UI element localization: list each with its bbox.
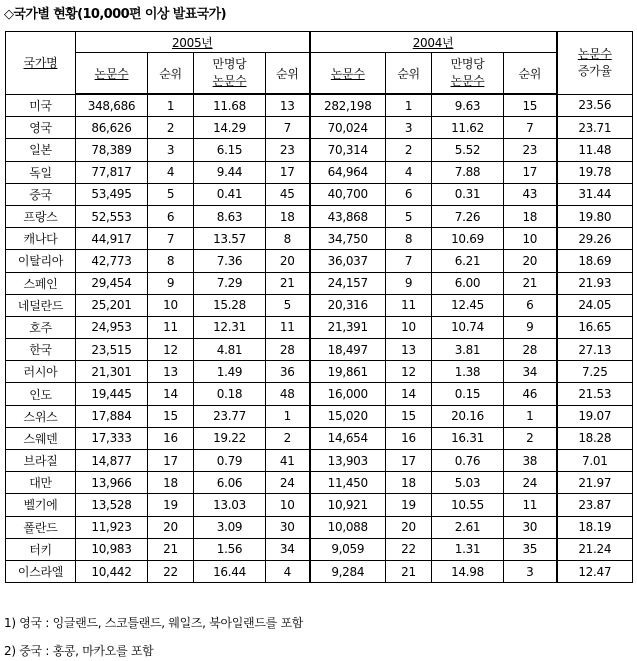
cell-papers-2004: 282,198 [310,94,386,117]
cell-papers-2005: 14,877 [76,450,148,472]
cell-per-million-2005: 1.56 [194,538,266,560]
cell-papers-2005: 52,553 [76,205,148,227]
cell-papers-2005: 13,528 [76,494,148,516]
cell-papers-2004: 70,024 [310,117,386,139]
cell-per-million-rank-2004: 24 [504,472,557,494]
cell-papers-2005: 11,923 [76,516,148,538]
cell-rank-2004: 3 [386,117,432,139]
cell-rank-2005: 6 [148,205,194,227]
cell-papers-2004: 9,059 [310,538,386,560]
cell-per-million-2004: 0.31 [432,183,504,205]
cell-growth-rate: 23.71 [557,117,633,139]
cell-country: 한국 [6,339,76,361]
cell-per-million-2005: 0.18 [194,383,266,405]
table-row [6,494,633,516]
cell-growth-rate: 19.07 [557,405,633,427]
table-row [6,450,633,472]
cell-growth-rate: 7.25 [557,361,633,383]
cell-country: 호주 [6,316,76,338]
cell-rank-2005: 4 [148,161,194,183]
cell-country: 미국 [6,94,76,117]
cell-per-million-rank-2005: 28 [266,339,310,361]
cell-rank-2004: 2 [386,139,432,161]
cell-rank-2004: 5 [386,205,432,227]
cell-rank-2004: 13 [386,339,432,361]
cell-rank-2005: 8 [148,250,194,272]
cell-papers-2004: 10,088 [310,516,386,538]
cell-per-million-rank-2004: 46 [504,383,557,405]
table-row [6,294,633,316]
table-row [6,228,633,250]
cell-rank-2004: 11 [386,294,432,316]
cell-per-million-2004: 6.21 [432,250,504,272]
cell-per-million-2005: 16.44 [194,560,266,582]
cell-papers-2005: 29,454 [76,272,148,294]
cell-papers-2005: 23,515 [76,339,148,361]
cell-growth-rate: 19.78 [557,161,633,183]
cell-papers-2005: 86,626 [76,117,148,139]
cell-per-million-2005: 7.36 [194,250,266,272]
cell-rank-2004: 21 [386,560,432,582]
cell-per-million-rank-2005: 11 [266,316,310,338]
cell-growth-rate: 24.05 [557,294,633,316]
cell-rank-2005: 16 [148,427,194,449]
cell-papers-2005: 17,884 [76,405,148,427]
cell-country: 스페인 [6,272,76,294]
cell-papers-2005: 78,389 [76,139,148,161]
footnote-1: 1) 영국 : 잉글랜드, 스코틀랜드, 웨일즈, 북아일랜드를 포함 [4,616,304,630]
cell-per-million-rank-2005: 48 [266,383,310,405]
cell-per-million-2005: 1.49 [194,361,266,383]
cell-country: 영국 [6,117,76,139]
cell-per-million-rank-2004: 11 [504,494,557,516]
cell-per-million-2004: 7.88 [432,161,504,183]
table-row [6,361,633,383]
cell-rank-2005: 10 [148,294,194,316]
cell-per-million-2004: 12.45 [432,294,504,316]
table-body [6,94,633,583]
cell-per-million-rank-2005: 18 [266,205,310,227]
cell-rank-2005: 1 [148,94,194,117]
header-papers-2005: 논문수 [76,53,148,95]
cell-per-million-2004: 20.16 [432,405,504,427]
cell-per-million-rank-2005: 13 [266,94,310,117]
cell-country: 일본 [6,139,76,161]
cell-country: 러시아 [6,361,76,383]
cell-per-million-2004: 2.61 [432,516,504,538]
cell-papers-2005: 10,442 [76,560,148,582]
cell-per-million-rank-2004: 30 [504,516,557,538]
cell-growth-rate: 16.65 [557,316,633,338]
cell-per-million-rank-2004: 9 [504,316,557,338]
cell-papers-2004: 13,903 [310,450,386,472]
cell-growth-rate: 18.69 [557,250,633,272]
cell-rank-2004: 4 [386,161,432,183]
cell-growth-rate: 12.47 [557,560,633,582]
cell-papers-2004: 16,000 [310,383,386,405]
cell-per-million-2004: 1.38 [432,361,504,383]
cell-per-million-2005: 7.29 [194,272,266,294]
cell-per-million-2004: 3.81 [432,339,504,361]
cell-rank-2004: 17 [386,450,432,472]
cell-papers-2004: 21,391 [310,316,386,338]
cell-growth-rate: 27.13 [557,339,633,361]
cell-rank-2004: 14 [386,383,432,405]
cell-per-million-2005: 12.31 [194,316,266,338]
cell-papers-2005: 44,917 [76,228,148,250]
cell-per-million-2004: 0.76 [432,450,504,472]
cell-rank-2004: 15 [386,405,432,427]
table-row [6,516,633,538]
cell-per-million-rank-2005: 45 [266,183,310,205]
cell-rank-2005: 21 [148,538,194,560]
cell-papers-2004: 10,921 [310,494,386,516]
cell-per-million-rank-2005: 5 [266,294,310,316]
cell-papers-2005: 19,445 [76,383,148,405]
header-papers-2004: 논문수 [310,53,386,95]
cell-per-million-2005: 13.57 [194,228,266,250]
cell-per-million-rank-2005: 30 [266,516,310,538]
cell-per-million-2005: 6.06 [194,472,266,494]
cell-per-million-2004: 11.62 [432,117,504,139]
cell-papers-2004: 14,654 [310,427,386,449]
cell-per-million-rank-2004: 38 [504,450,557,472]
table-row [6,538,633,560]
cell-per-million-rank-2004: 20 [504,250,557,272]
cell-per-million-rank-2005: 36 [266,361,310,383]
cell-per-million-rank-2004: 23 [504,139,557,161]
cell-per-million-rank-2005: 2 [266,427,310,449]
cell-per-million-2005: 11.68 [194,94,266,117]
cell-rank-2005: 12 [148,339,194,361]
cell-rank-2005: 7 [148,228,194,250]
cell-rank-2005: 18 [148,472,194,494]
cell-rank-2005: 13 [148,361,194,383]
cell-papers-2004: 64,964 [310,161,386,183]
cell-per-million-rank-2005: 21 [266,272,310,294]
cell-papers-2005: 17,333 [76,427,148,449]
cell-per-million-2005: 4.81 [194,339,266,361]
cell-growth-rate: 29.26 [557,228,633,250]
cell-papers-2005: 53,495 [76,183,148,205]
cell-per-million-2004: 7.26 [432,205,504,227]
cell-per-million-2004: 10.69 [432,228,504,250]
cell-per-million-rank-2004: 35 [504,538,557,560]
cell-per-million-rank-2004: 1 [504,405,557,427]
cell-per-million-rank-2004: 15 [504,94,557,117]
header-year-2005: 2005년 [76,32,310,53]
table-row [6,205,633,227]
cell-papers-2004: 11,450 [310,472,386,494]
cell-country: 터키 [6,538,76,560]
cell-per-million-rank-2005: 24 [266,472,310,494]
header-per-million-2004: 만명당 논문수 [432,53,504,95]
cell-rank-2004: 12 [386,361,432,383]
cell-per-million-rank-2005: 1 [266,405,310,427]
cell-per-million-rank-2004: 7 [504,117,557,139]
cell-per-million-2005: 8.63 [194,205,266,227]
header-rank2-2005: 순위 [266,53,310,95]
cell-rank-2005: 19 [148,494,194,516]
cell-per-million-rank-2004: 21 [504,272,557,294]
cell-papers-2005: 24,953 [76,316,148,338]
cell-rank-2004: 9 [386,272,432,294]
cell-per-million-2005: 19.22 [194,427,266,449]
cell-country: 독일 [6,161,76,183]
header-rank-2004: 순위 [386,53,432,95]
cell-per-million-2004: 10.55 [432,494,504,516]
cell-rank-2004: 20 [386,516,432,538]
header-per-million-2005: 만명당 논문수 [194,53,266,95]
cell-rank-2004: 18 [386,472,432,494]
header-rank2-2004: 순위 [504,53,557,95]
cell-per-million-2005: 6.15 [194,139,266,161]
cell-country: 중국 [6,183,76,205]
cell-per-million-2005: 3.09 [194,516,266,538]
cell-rank-2004: 7 [386,250,432,272]
table-row [6,560,633,582]
table-row [6,250,633,272]
cell-rank-2005: 17 [148,450,194,472]
cell-per-million-2004: 10.74 [432,316,504,338]
cell-per-million-2005: 13.03 [194,494,266,516]
cell-rank-2005: 9 [148,272,194,294]
cell-growth-rate: 21.97 [557,472,633,494]
cell-per-million-rank-2005: 17 [266,161,310,183]
header-row-columns [6,53,633,95]
table-row [6,405,633,427]
cell-per-million-2005: 0.41 [194,183,266,205]
cell-country: 이스라엘 [6,560,76,582]
cell-rank-2004: 8 [386,228,432,250]
cell-papers-2005: 348,686 [76,94,148,117]
cell-growth-rate: 31.44 [557,183,633,205]
cell-country: 브라질 [6,450,76,472]
cell-per-million-rank-2004: 43 [504,183,557,205]
cell-papers-2004: 36,037 [310,250,386,272]
cell-per-million-rank-2005: 8 [266,228,310,250]
cell-papers-2004: 19,861 [310,361,386,383]
cell-papers-2004: 34,750 [310,228,386,250]
cell-per-million-rank-2004: 10 [504,228,557,250]
cell-rank-2004: 6 [386,183,432,205]
cell-growth-rate: 19.80 [557,205,633,227]
cell-papers-2005: 21,301 [76,361,148,383]
cell-rank-2004: 19 [386,494,432,516]
table-row [6,472,633,494]
cell-country: 이탈리아 [6,250,76,272]
cell-growth-rate: 7.01 [557,450,633,472]
cell-per-million-rank-2004: 3 [504,560,557,582]
footnote-2: 2) 중국 : 홍콩, 마카오를 포함 [4,644,154,658]
cell-papers-2005: 25,201 [76,294,148,316]
table-row [6,117,633,139]
cell-per-million-rank-2004: 17 [504,161,557,183]
cell-papers-2004: 9,284 [310,560,386,582]
cell-rank-2005: 2 [148,117,194,139]
country-stats-table [5,31,633,583]
table-row [6,427,633,449]
cell-papers-2005: 77,817 [76,161,148,183]
cell-papers-2005: 13,966 [76,472,148,494]
cell-country: 스위스 [6,405,76,427]
cell-rank-2005: 22 [148,560,194,582]
cell-per-million-2005: 0.79 [194,450,266,472]
cell-papers-2004: 15,020 [310,405,386,427]
table-row [6,139,633,161]
cell-growth-rate: 18.28 [557,427,633,449]
cell-per-million-2004: 16.31 [432,427,504,449]
cell-per-million-rank-2005: 41 [266,450,310,472]
cell-per-million-2005: 9.44 [194,161,266,183]
cell-per-million-2004: 9.63 [432,94,504,117]
header-year-2004: 2004년 [310,32,557,53]
cell-rank-2005: 11 [148,316,194,338]
cell-country: 대만 [6,472,76,494]
cell-per-million-2004: 6.00 [432,272,504,294]
cell-papers-2004: 43,868 [310,205,386,227]
cell-per-million-2004: 5.03 [432,472,504,494]
cell-per-million-2004: 5.52 [432,139,504,161]
cell-per-million-2004: 14.98 [432,560,504,582]
cell-growth-rate: 23.56 [557,94,633,117]
cell-growth-rate: 21.24 [557,538,633,560]
cell-per-million-rank-2004: 34 [504,361,557,383]
cell-country: 인도 [6,383,76,405]
cell-per-million-rank-2005: 23 [266,139,310,161]
cell-papers-2004: 40,700 [310,183,386,205]
cell-per-million-2004: 1.31 [432,538,504,560]
table-row [6,272,633,294]
cell-papers-2004: 24,157 [310,272,386,294]
cell-rank-2004: 16 [386,427,432,449]
cell-country: 벨기에 [6,494,76,516]
cell-country: 폴란드 [6,516,76,538]
cell-per-million-rank-2005: 10 [266,494,310,516]
cell-growth-rate: 23.87 [557,494,633,516]
cell-papers-2005: 42,773 [76,250,148,272]
cell-papers-2004: 20,316 [310,294,386,316]
header-growth: 논문수 증가율 [557,32,633,95]
table-row [6,183,633,205]
cell-per-million-rank-2005: 20 [266,250,310,272]
cell-per-million-rank-2004: 2 [504,427,557,449]
cell-country: 캐나다 [6,228,76,250]
table-row [6,383,633,405]
cell-per-million-2005: 23.77 [194,405,266,427]
cell-rank-2005: 14 [148,383,194,405]
page-title: ◇국가별 현황(10,000편 이상 발표국가) [4,7,226,22]
cell-papers-2004: 70,314 [310,139,386,161]
cell-country: 네덜란드 [6,294,76,316]
cell-per-million-rank-2005: 34 [266,538,310,560]
cell-country: 스웨덴 [6,427,76,449]
table-row [6,161,633,183]
cell-rank-2004: 1 [386,94,432,117]
cell-growth-rate: 11.48 [557,139,633,161]
cell-per-million-2005: 14.29 [194,117,266,139]
cell-growth-rate: 18.19 [557,516,633,538]
cell-rank-2005: 20 [148,516,194,538]
cell-rank-2005: 5 [148,183,194,205]
cell-per-million-rank-2005: 4 [266,560,310,582]
cell-country: 프랑스 [6,205,76,227]
header-row-years [6,32,633,53]
table-row [6,339,633,361]
header-country: 국가명 [6,32,76,95]
cell-per-million-rank-2004: 28 [504,339,557,361]
cell-per-million-rank-2004: 6 [504,294,557,316]
cell-per-million-rank-2005: 7 [266,117,310,139]
cell-per-million-2005: 15.28 [194,294,266,316]
cell-papers-2004: 18,497 [310,339,386,361]
cell-per-million-rank-2004: 18 [504,205,557,227]
cell-rank-2004: 22 [386,538,432,560]
cell-growth-rate: 21.53 [557,383,633,405]
cell-growth-rate: 21.93 [557,272,633,294]
cell-papers-2005: 10,983 [76,538,148,560]
table-row [6,316,633,338]
cell-rank-2005: 15 [148,405,194,427]
cell-rank-2005: 3 [148,139,194,161]
table-row [6,94,633,117]
cell-rank-2004: 10 [386,316,432,338]
header-rank-2005: 순위 [148,53,194,95]
cell-per-million-2004: 0.15 [432,383,504,405]
